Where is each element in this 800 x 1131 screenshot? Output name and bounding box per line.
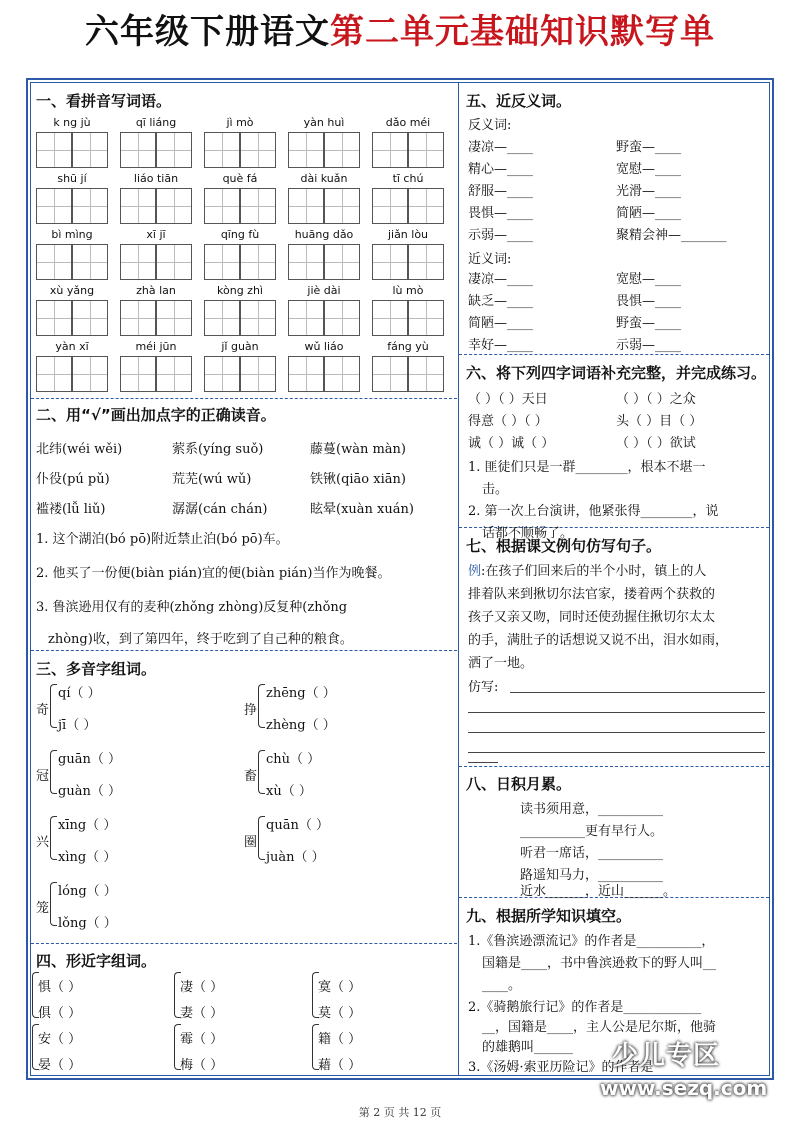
writing-box[interactable] [288, 244, 324, 280]
writing-box[interactable] [36, 188, 72, 224]
imitate-label: 仿写: [468, 680, 499, 695]
word-pair: 示弱—____ [616, 338, 682, 353]
pinyin-label: què fá [222, 172, 258, 185]
fill-line: __，国籍是____，主人公是尼尔斯，他骑 [482, 1020, 717, 1035]
section-7-title: 七、根据课文例句仿写句子。 [466, 537, 662, 555]
column-divider [458, 82, 459, 1076]
polyphone-char: 冠 [36, 769, 50, 784]
writing-box[interactable] [156, 132, 192, 168]
reading-item: 眩晕(xuàn xuán) [310, 502, 414, 517]
answer-line[interactable] [468, 752, 765, 753]
reading-item: 铁锹(qiāo xiān) [310, 472, 406, 487]
word-pair: 野蛮—____ [616, 316, 682, 331]
brace [50, 882, 57, 926]
pinyin-label: jiè dài [307, 284, 341, 297]
writing-box[interactable] [324, 300, 360, 336]
reading-item: 藤蔓(wàn màn) [310, 442, 406, 457]
writing-box[interactable] [324, 132, 360, 168]
divider [31, 943, 457, 944]
similar-char-item: 梅（ ） [180, 1058, 224, 1073]
writing-box[interactable] [408, 244, 444, 280]
pinyin-label: shū jí [57, 172, 87, 185]
question: 1. 这个湖泊(bó pō)附近禁止泊(bó pō)车。 [36, 532, 289, 547]
watermark-url: www.sezq.com [600, 1076, 768, 1100]
similar-char-item: 霉（ ） [180, 1032, 224, 1047]
page-footer: 第 2 页 共 12 页 [358, 1106, 442, 1119]
writing-box[interactable] [408, 132, 444, 168]
brace [312, 1024, 319, 1070]
writing-box[interactable] [72, 300, 108, 336]
poem-line: 听君一席话，__________ [520, 846, 664, 861]
example-line: 排着队来到揪切尔法官家，搂着两个获救的 [468, 587, 716, 602]
section-8-title: 八、日积月累。 [466, 775, 572, 793]
polyphone-reading: guàn（ ） [58, 784, 121, 799]
word-pair: 凄凉—____ [468, 140, 534, 155]
reading-item: 褴褛(lǚ liǔ) [36, 502, 106, 517]
idiom-blank: （ ）（ ）欲试 [616, 436, 696, 451]
word-pair: 幸好—____ [468, 338, 534, 353]
pinyin-label: lù mò [392, 284, 424, 297]
polyphone-reading: jī（ ） [58, 718, 97, 733]
brace [258, 684, 265, 728]
example-line: 洒了一地。 [468, 656, 534, 671]
pinyin-label: méi jūn [135, 340, 177, 353]
writing-box[interactable] [204, 300, 240, 336]
polyphone-char: 畜 [244, 769, 258, 784]
similar-char-item: 妻（ ） [180, 1006, 224, 1021]
word-pair: 畏惧—____ [616, 294, 682, 309]
polyphone-reading: lóng（ ） [58, 884, 117, 899]
question: 1. 匪徒们只是一群________，根本不堪一 [468, 460, 706, 475]
writing-box[interactable] [120, 132, 156, 168]
brace [32, 1024, 39, 1070]
writing-box[interactable] [204, 356, 240, 392]
pinyin-label: zhà lan [136, 284, 176, 297]
pinyin-label: xī jī [146, 228, 166, 241]
poem-line: 路遥知马力，__________ [520, 868, 664, 883]
similar-char-item: 俱（ ） [38, 1006, 82, 1021]
pinyin-label: dài kuǎn [300, 172, 348, 185]
section-6-title: 六、将下列四字词语补充完整，并完成练习。 [466, 364, 767, 382]
word-pair: 简陋—____ [468, 316, 534, 331]
section-9-title: 九、根据所学知识填空。 [466, 907, 632, 925]
writing-box[interactable] [240, 132, 276, 168]
question: 2. 他买了一份便(biàn pián)宜的便(biàn pián)当作为晚餐。 [36, 566, 391, 581]
similar-char-item: 寞（ ） [318, 980, 362, 995]
section-2-title: 二、用“√”画出加点字的正确读音。 [36, 406, 276, 424]
writing-box[interactable] [72, 188, 108, 224]
writing-box[interactable] [288, 356, 324, 392]
reading-item: 北纬(wéi wěi) [36, 442, 123, 457]
brace [174, 972, 181, 1018]
writing-box[interactable] [36, 356, 72, 392]
writing-box[interactable] [288, 188, 324, 224]
polyphone-reading: zhèng（ ） [266, 718, 336, 733]
word-pair: 聚精会神—_______ [616, 228, 727, 243]
reading-item: 潺潺(cán chán) [172, 502, 268, 517]
word-pair: 光滑—____ [616, 184, 682, 199]
writing-box[interactable] [372, 300, 408, 336]
writing-box[interactable] [324, 244, 360, 280]
writing-box[interactable] [72, 244, 108, 280]
similar-char-item: 凄（ ） [180, 980, 224, 995]
word-pair: 缺乏—____ [468, 294, 534, 309]
word-pair: 宽慰—____ [616, 162, 682, 177]
antonym-label: 反义词: [468, 118, 512, 133]
polyphone-reading: xù（ ） [266, 784, 312, 799]
fill-line: 2.《骑鹅旅行记》的作者是____________ [468, 1000, 702, 1015]
fill-line: 1.《鲁滨逊漂流记》的作者是__________， [468, 934, 715, 949]
answer-line[interactable] [468, 732, 765, 733]
reading-item: 萦系(yíng suǒ) [172, 442, 264, 457]
pinyin-label: k ng jù [53, 116, 91, 129]
fill-line: 3.《汤姆·索亚历险记》的作者是 [468, 1060, 654, 1075]
section-5-title: 五、近反义词。 [466, 92, 572, 110]
writing-box[interactable] [204, 188, 240, 224]
writing-box[interactable] [324, 356, 360, 392]
writing-box[interactable] [156, 300, 192, 336]
watermark-brand: 少儿专区 [612, 1041, 721, 1071]
writing-box[interactable] [120, 300, 156, 336]
poem-line: 读书须用意，__________ [520, 802, 664, 817]
section-4-title: 四、形近字组词。 [36, 952, 157, 970]
word-pair: 精心—____ [468, 162, 534, 177]
brace [258, 750, 265, 794]
polyphone-reading: xìng（ ） [58, 850, 117, 865]
polyphone-reading: chù（ ） [266, 752, 321, 767]
similar-char-item: 藉（ ） [318, 1058, 362, 1073]
polyphone-reading: juàn（ ） [266, 850, 325, 865]
answer-line[interactable] [468, 762, 498, 763]
idiom-blank: 头（ ）目（ ） [616, 414, 703, 429]
writing-box[interactable] [408, 300, 444, 336]
similar-char-item: 莫（ ） [318, 1006, 362, 1021]
question: 话都不顺畅了。 [482, 526, 574, 541]
word-pair: 示弱—____ [468, 228, 534, 243]
question: 3. 鲁滨逊用仅有的麦种(zhǒng zhòng)反复种(zhǒng [36, 600, 348, 615]
answer-line[interactable] [468, 712, 765, 713]
polyphone-char: 兴 [36, 835, 50, 850]
similar-char-item: 晏（ ） [38, 1058, 82, 1073]
word-pair: 简陋—____ [616, 206, 682, 221]
writing-box[interactable] [372, 188, 408, 224]
polyphone-reading: xīng（ ） [58, 818, 117, 833]
writing-box[interactable] [72, 356, 108, 392]
writing-box[interactable] [156, 356, 192, 392]
reading-item: 荒芜(wú wǔ) [172, 472, 252, 487]
brace [32, 972, 39, 1018]
brace [50, 816, 57, 860]
word-pair: 舒服—____ [468, 184, 534, 199]
polyphone-reading: guān（ ） [58, 752, 121, 767]
polyphone-char: 圈 [244, 835, 258, 850]
pinyin-label: liáo tiān [133, 172, 179, 185]
pinyin-label: jiǎn lòu [387, 228, 429, 241]
polyphone-char: 笼 [36, 901, 50, 916]
brace [50, 750, 57, 794]
writing-box[interactable] [240, 188, 276, 224]
synonym-label: 近义词: [468, 252, 512, 267]
brace [50, 684, 57, 728]
writing-box[interactable] [204, 132, 240, 168]
writing-box[interactable] [120, 188, 156, 224]
word-pair: 野蛮—____ [616, 140, 682, 155]
pinyin-label: xù yǎng [49, 284, 95, 297]
writing-box[interactable] [372, 244, 408, 280]
reading-item: 仆役(pú pǔ) [36, 472, 110, 487]
divider [459, 766, 769, 767]
polyphone-char: 奇 [36, 703, 50, 718]
writing-box[interactable] [372, 132, 408, 168]
pinyin-label: kòng zhì [217, 284, 263, 297]
writing-box[interactable] [324, 188, 360, 224]
polyphone-char: 挣 [244, 703, 258, 718]
writing-box[interactable] [36, 244, 72, 280]
question: zhòng)收，到了第四年，终于吃到了自己种的粮食。 [48, 632, 353, 647]
divider [459, 354, 769, 355]
question: 2. 第一次上台演讲，他紧张得________，说 [468, 504, 719, 519]
poem-line: 近水______，近山______。 [520, 884, 677, 899]
pinyin-label: jì mò [226, 116, 254, 129]
example-line: 例:在孩子们回来后的半个小时，镇上的人 [468, 564, 707, 579]
section-3-title: 三、多音字组词。 [36, 660, 157, 678]
pinyin-label: qī liáng [135, 116, 177, 129]
writing-box[interactable] [240, 300, 276, 336]
writing-box[interactable] [120, 244, 156, 280]
idiom-blank: 得意（ ）（ ） [468, 414, 548, 429]
writing-box[interactable] [36, 300, 72, 336]
fill-line: 国籍是____，书中鲁滨逊救下的野人叫__ [482, 956, 717, 971]
polyphone-reading: zhēng（ ） [266, 686, 336, 701]
word-pair: 凄凉—____ [468, 272, 534, 287]
example-line: 的手，满肚子的话想说又说不出，泪水如雨， [468, 633, 729, 648]
writing-box[interactable] [204, 244, 240, 280]
similar-char-item: 惧（ ） [38, 980, 82, 995]
divider [31, 650, 457, 651]
divider [31, 398, 457, 399]
polyphone-reading: qí（ ） [58, 686, 101, 701]
pinyin-label: yàn huì [303, 116, 345, 129]
pinyin-label: fáng yù [387, 340, 429, 353]
poem-line: __________更有早行人。 [520, 824, 664, 839]
example-line: 孩子又亲又吻，同时还使劲握住揪切尔太太 [468, 610, 716, 625]
pinyin-label: yàn xī [55, 340, 89, 353]
writing-box[interactable] [408, 188, 444, 224]
pinyin-label: wǔ liáo [304, 340, 344, 353]
idiom-blank: （ ）（ ）之众 [616, 392, 696, 407]
writing-box[interactable] [240, 244, 276, 280]
writing-box[interactable] [288, 132, 324, 168]
pinyin-label: dǎo méi [385, 116, 431, 129]
writing-box[interactable] [408, 356, 444, 392]
similar-char-item: 安（ ） [38, 1032, 82, 1047]
writing-box[interactable] [156, 188, 192, 224]
pinyin-label: jǐ guàn [221, 340, 259, 353]
polyphone-reading: lǒng（ ） [58, 916, 117, 931]
writing-box[interactable] [372, 356, 408, 392]
section-1-title: 一、看拼音写词语。 [36, 92, 172, 110]
answer-line[interactable] [510, 692, 765, 693]
pinyin-label: bì mìng [51, 228, 93, 241]
writing-box[interactable] [156, 244, 192, 280]
fill-line: ____。 [482, 978, 522, 993]
page-title: 六年级下册语文第二单元基础知识默写单 [85, 12, 715, 52]
writing-box[interactable] [36, 132, 72, 168]
brace [312, 972, 319, 1018]
brace [174, 1024, 181, 1070]
word-pair: 宽慰—____ [616, 272, 682, 287]
idiom-blank: （ ）（ ）天日 [468, 392, 548, 407]
writing-box[interactable] [240, 356, 276, 392]
writing-box[interactable] [120, 356, 156, 392]
fill-line: 的雄鹅叫______ [482, 1040, 574, 1055]
idiom-blank: 诚（ ）诚（ ） [468, 436, 555, 451]
pinyin-label: huāng dǎo [294, 228, 354, 241]
pinyin-label: tī chú [392, 172, 424, 185]
pinyin-label: qīng fù [220, 228, 260, 241]
similar-char-item: 籍（ ） [318, 1032, 362, 1047]
writing-box[interactable] [72, 132, 108, 168]
word-pair: 畏惧—____ [468, 206, 534, 221]
brace [258, 816, 265, 860]
writing-box[interactable] [288, 300, 324, 336]
polyphone-reading: quān（ ） [266, 818, 329, 833]
example-label: 例 [468, 564, 482, 579]
question: 击。 [482, 482, 509, 497]
